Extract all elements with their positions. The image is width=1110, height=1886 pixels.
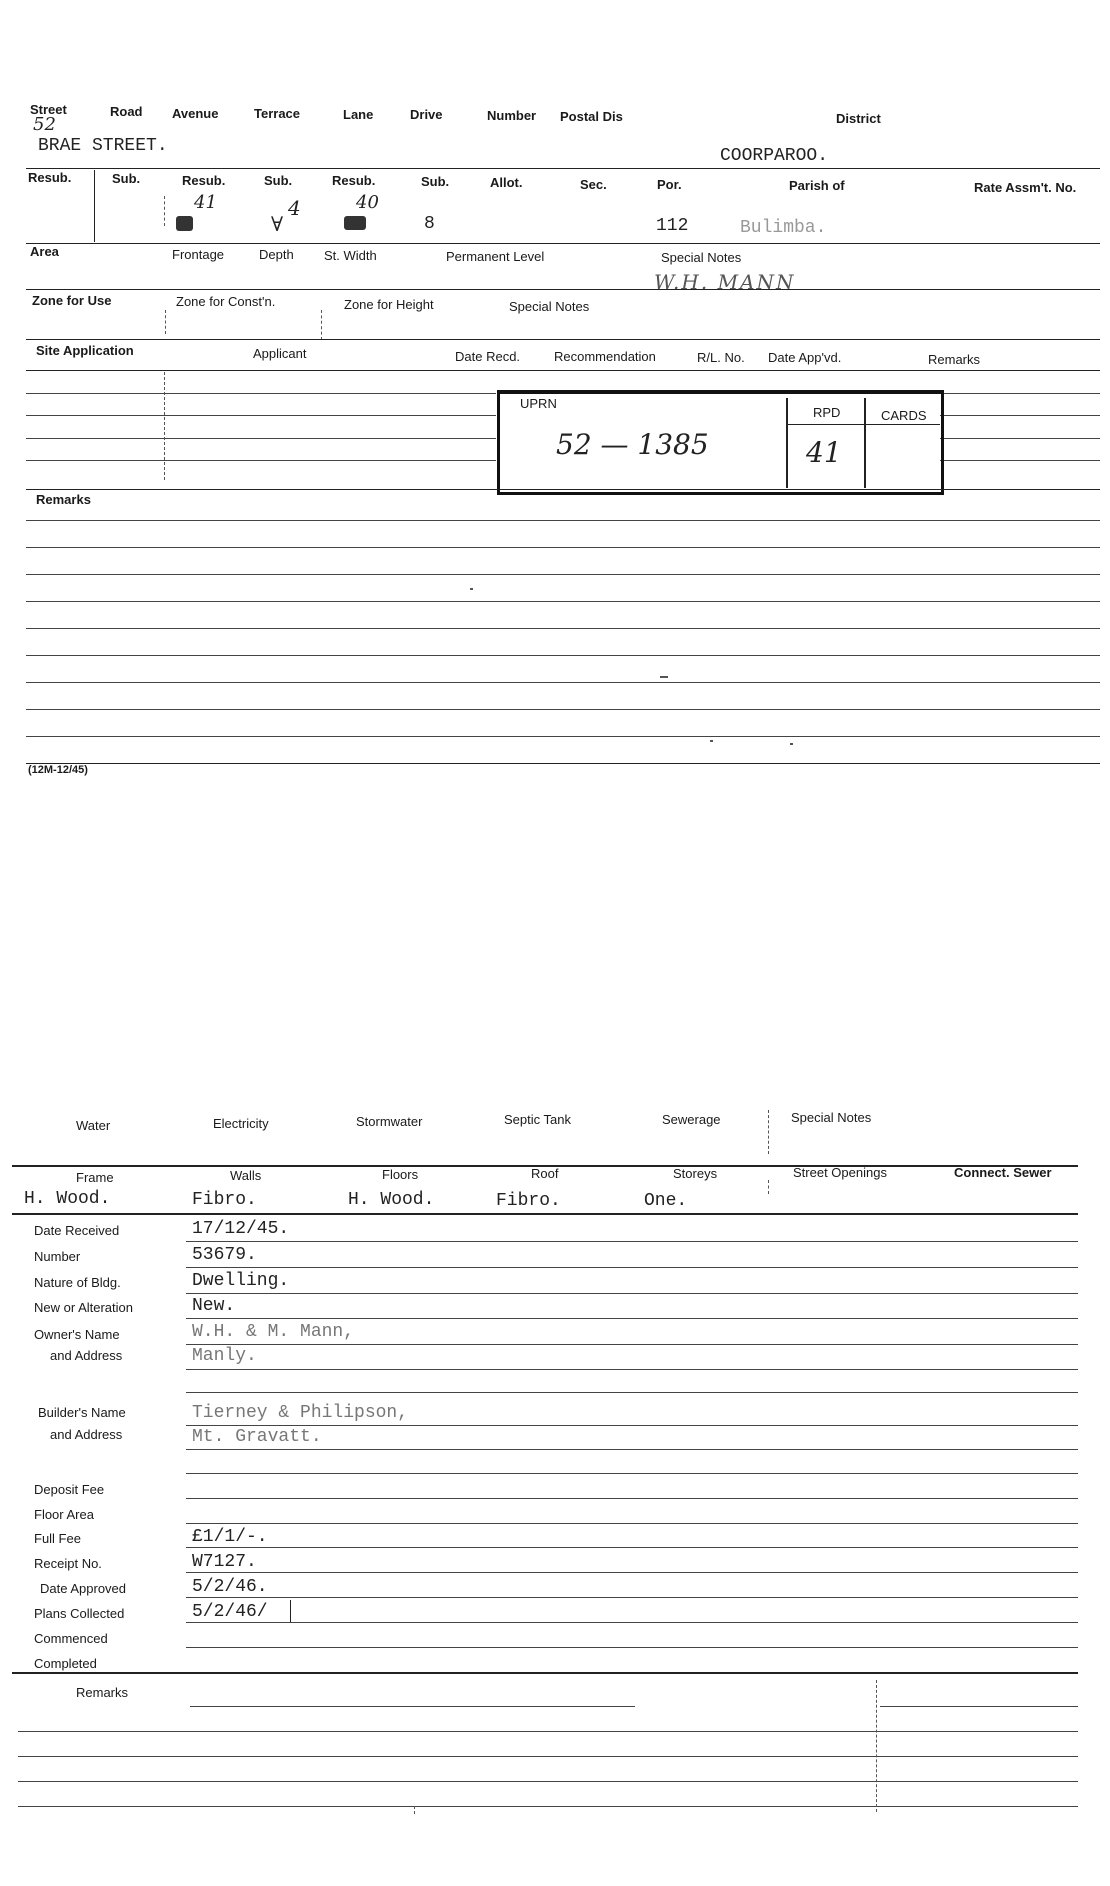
rpd-value: 41 (806, 436, 842, 469)
divider (186, 1344, 1078, 1345)
field-value-new-or-alteration: New. (192, 1296, 236, 1316)
divider (18, 1781, 1078, 1782)
por-label: Por. (657, 177, 682, 192)
storeys-label: Storeys (673, 1166, 718, 1181)
scan-speck (470, 588, 473, 590)
divider (876, 1680, 877, 1812)
uprn-value: 52 — 1385 (556, 428, 709, 461)
divider (12, 1213, 1078, 1215)
field-label-builders-name: Builder's Name (38, 1405, 126, 1420)
divider (26, 415, 496, 416)
roof-label: Roof (531, 1166, 559, 1181)
scan-speck (790, 743, 793, 745)
resub-a-value: 41 (194, 192, 217, 213)
scan-speck (660, 676, 668, 678)
storeys-value: One. (644, 1191, 688, 1211)
resub-label-2: Resub. (182, 173, 226, 188)
parish-value: Bulimba. (740, 218, 827, 238)
divider (786, 398, 788, 488)
divider (164, 196, 165, 226)
resub-label-3: Resub. (332, 173, 376, 188)
divider (26, 628, 1100, 629)
resub-b-value: 40 (356, 192, 379, 213)
divider (186, 1523, 1078, 1524)
divider (26, 601, 1100, 602)
field-label-plans-collected: Plans Collected (34, 1606, 125, 1621)
sec-label: Sec. (580, 177, 607, 192)
street-label: Street (30, 102, 67, 117)
floors-value: H. Wood. (348, 1190, 435, 1210)
rpd-label: RPD (813, 405, 841, 420)
date-recd-label: Date Recd. (455, 349, 521, 364)
field-value-builders-address: Mt. Gravatt. (192, 1427, 322, 1447)
field-value-number: 53679. (192, 1245, 257, 1265)
field-label-date-approved: Date Approved (40, 1581, 127, 1596)
divider (768, 1110, 769, 1154)
divider (186, 1498, 1078, 1499)
field-label-deposit-fee: Deposit Fee (34, 1482, 105, 1497)
divider (940, 438, 1100, 439)
cards-label: CARDS (881, 408, 927, 423)
divider (26, 520, 1100, 521)
divider (290, 1600, 291, 1622)
field-value-receipt-no: W7127. (192, 1552, 257, 1572)
struck-out-mark (176, 216, 193, 231)
date-appvd-label: Date App'vd. (768, 350, 842, 365)
divider (186, 1425, 1078, 1426)
struck-out-mark: ∀ (271, 212, 284, 236)
terrace-label: Terrace (254, 106, 301, 121)
scan-speck (710, 740, 713, 742)
divider (26, 370, 1100, 371)
divider (26, 682, 1100, 683)
divider (26, 574, 1100, 575)
remarks-label: Remarks (76, 1685, 129, 1700)
frontage-label: Frontage (172, 247, 225, 262)
field-label-owners-name: Owner's Name (34, 1327, 120, 1342)
roof-value: Fibro. (496, 1191, 561, 1211)
divider (186, 1597, 1078, 1598)
sub-label: Sub. (112, 171, 141, 186)
divider (186, 1392, 1078, 1393)
site-application-label: Site Application (36, 343, 134, 358)
divider (26, 339, 1100, 340)
divider (26, 547, 1100, 548)
drive-label: Drive (410, 107, 443, 122)
field-label-receipt-no: Receipt No. (34, 1556, 102, 1571)
divider (321, 310, 322, 340)
frame-label: Frame (76, 1170, 114, 1185)
divider (165, 310, 166, 334)
water-label: Water (76, 1118, 111, 1133)
divider (26, 763, 1100, 764)
field-label-owners-address: and Address (50, 1348, 123, 1363)
field-label-number: Number (34, 1249, 81, 1264)
sub-b-value: 8 (424, 214, 435, 234)
divider (940, 460, 1100, 461)
divider (190, 1706, 635, 1707)
sub-a-value: 4 (288, 196, 301, 220)
rl-no-label: R/L. No. (697, 350, 745, 365)
zone-for-height-label: Zone for Height (344, 297, 434, 312)
postal-dis-label: Postal Dis (560, 109, 623, 124)
divider (26, 709, 1100, 710)
divider (186, 1572, 1078, 1573)
walls-label: Walls (230, 1168, 262, 1183)
uprn-label: UPRN (520, 396, 557, 411)
remarks-label: Remarks (36, 492, 91, 507)
divider (186, 1318, 1078, 1319)
field-label-new-or-alteration: New or Alteration (34, 1300, 133, 1315)
resub-label: Resub. (28, 170, 72, 185)
street-openings-label: Street Openings (793, 1165, 887, 1180)
walls-value: Fibro. (192, 1190, 257, 1210)
sub-label-3: Sub. (421, 174, 450, 189)
number-label: Number (487, 108, 537, 123)
divider (26, 168, 1100, 169)
divider (12, 1672, 1078, 1674)
allot-label: Allot. (490, 175, 523, 190)
field-label-floor-area: Floor Area (34, 1507, 94, 1522)
site-remarks-label: Remarks (928, 352, 981, 367)
divider (26, 393, 496, 394)
depth-label: Depth (259, 247, 294, 262)
divider (940, 415, 1100, 416)
divider (186, 1293, 1078, 1294)
field-value-date-approved: 5/2/46. (192, 1577, 268, 1597)
special-notes-label: Special Notes (661, 250, 742, 265)
field-value-builders-name: Tierney & Philipson, (192, 1403, 409, 1423)
lane-label: Lane (343, 107, 374, 122)
field-value-plans-collected: 5/2/46/ (192, 1602, 268, 1622)
street-name-value: BRAE STREET. (38, 136, 168, 156)
district-value: COORPAROO. (720, 146, 829, 166)
zone-special-notes-label: Special Notes (509, 299, 590, 314)
divider (26, 438, 496, 439)
permanent-level-label: Permanent Level (446, 249, 545, 264)
field-value-nature-of-bldg: Dwelling. (192, 1271, 290, 1291)
divider (186, 1473, 1078, 1474)
divider (940, 393, 1100, 394)
district-label: District (836, 111, 881, 126)
st-width-label: St. Width (324, 248, 377, 263)
divider (880, 1706, 1078, 1707)
divider (186, 1267, 1078, 1268)
divider (186, 1547, 1078, 1548)
septic-tank-label: Septic Tank (504, 1112, 571, 1127)
special-notes-value: W.H. MANN (654, 270, 796, 294)
field-value-date-received: 17/12/45. (192, 1219, 290, 1239)
divider (186, 1369, 1078, 1370)
divider (186, 1647, 1078, 1648)
field-label-full-fee: Full Fee (34, 1531, 81, 1546)
divider (164, 372, 165, 480)
struck-out-mark (344, 216, 366, 230)
divider (26, 289, 1100, 290)
divider (186, 1241, 1078, 1242)
connect-sewer-label: Connect. Sewer (954, 1165, 1052, 1180)
divider (18, 1756, 1078, 1757)
field-value-full-fee: £1/1/-. (192, 1527, 268, 1547)
field-label-completed: Completed (34, 1656, 97, 1671)
road-label: Road (110, 104, 143, 119)
field-value-owners-name: W.H. & M. Mann, (192, 1322, 355, 1342)
frame-value: H. Wood. (24, 1189, 111, 1209)
applicant-label: Applicant (253, 346, 307, 361)
avenue-label: Avenue (172, 106, 219, 121)
stormwater-label: Stormwater (356, 1114, 423, 1129)
zone-for-const-label: Zone for Const'n. (176, 294, 276, 309)
field-label-nature-of-bldg: Nature of Bldg. (34, 1275, 121, 1290)
sub-label-2: Sub. (264, 173, 293, 188)
divider (18, 1731, 1078, 1732)
divider (26, 489, 1100, 490)
rate-assmt-no-label: Rate Assm't. No. (974, 180, 1077, 195)
special-notes-label: Special Notes (791, 1110, 872, 1125)
field-value-owners-address: Manly. (192, 1346, 257, 1366)
divider (186, 1449, 1078, 1450)
por-value: 112 (656, 216, 689, 236)
street-number-value: 52 (33, 114, 56, 135)
area-label: Area (30, 244, 59, 259)
parish-of-label: Parish of (789, 178, 845, 193)
divider (18, 1806, 1078, 1807)
divider (414, 1806, 415, 1814)
recommendation-label: Recommendation (554, 349, 656, 364)
form-code: (12M-12/45) (28, 764, 88, 776)
divider (26, 736, 1100, 737)
divider (864, 398, 866, 488)
divider (786, 424, 940, 425)
divider (26, 655, 1100, 656)
field-label-builders-address: and Address (50, 1427, 123, 1442)
divider (186, 1622, 1078, 1623)
field-label-commenced: Commenced (34, 1631, 108, 1646)
divider (26, 243, 1100, 244)
zone-for-use-label: Zone for Use (32, 293, 112, 308)
divider (768, 1180, 769, 1194)
sewerage-label: Sewerage (662, 1112, 721, 1127)
divider (94, 170, 95, 242)
divider (26, 460, 496, 461)
electricity-label: Electricity (213, 1116, 269, 1131)
floors-label: Floors (382, 1167, 419, 1182)
field-label-date-received: Date Received (34, 1223, 120, 1238)
